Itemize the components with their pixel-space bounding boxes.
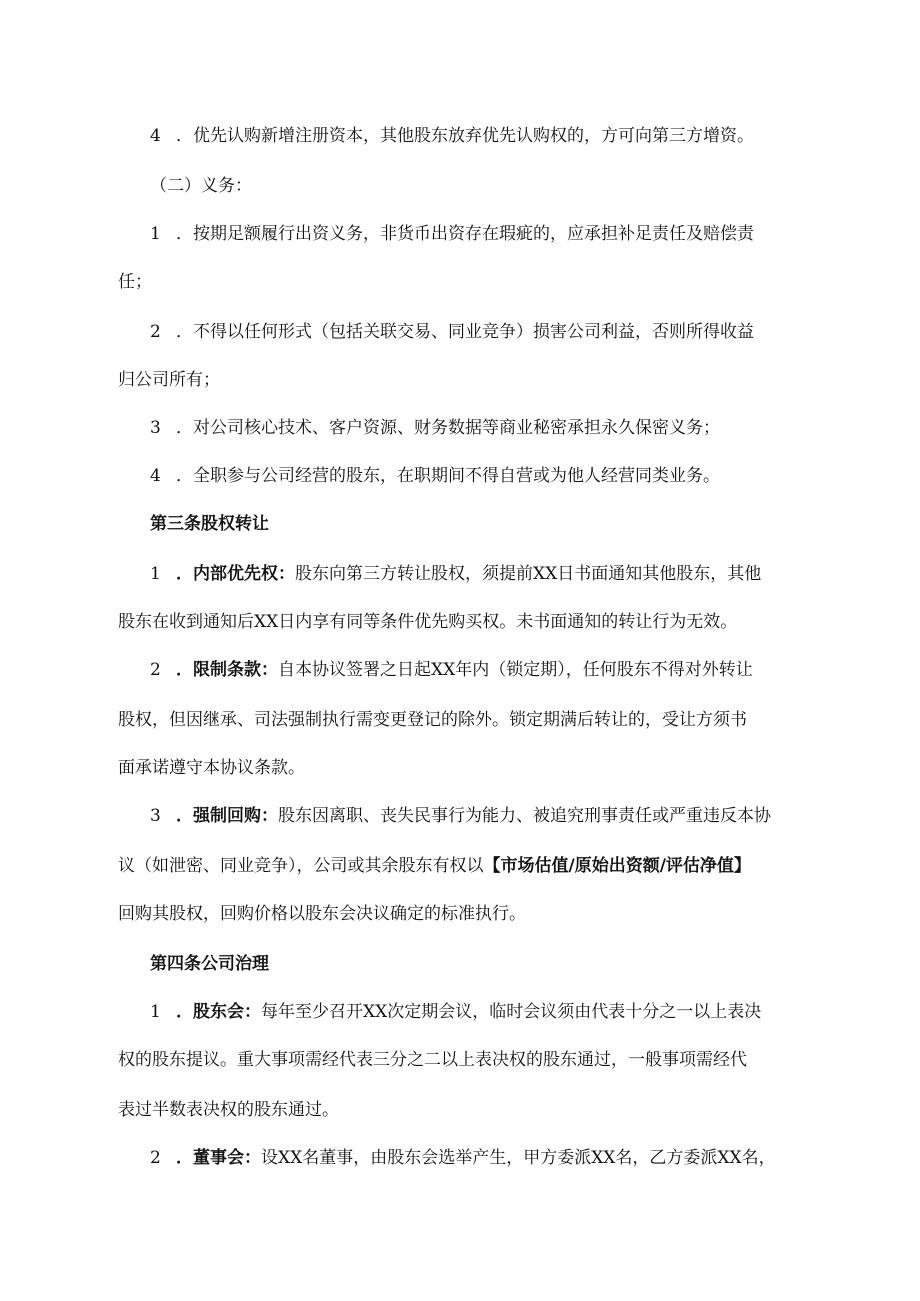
article-3-item-1 [150, 562, 761, 586]
obligation-item-2 [150, 320, 754, 344]
article-3-item-2-cont2: 面承诺遵守本协议条款。 [118, 758, 305, 778]
item-number: 2 [150, 322, 161, 342]
bracket-options: 【市场估值/原始出资额/评估净值】 [483, 856, 751, 876]
item-number: 2 [150, 660, 161, 680]
article-3-title: 第三条股权转让 [150, 514, 269, 534]
item-text: 每年至少召开XX次定期会议，临时会议须由代表十分之一以上表决 [261, 1002, 762, 1022]
item-text: 股东因离职、丧失民事行为能力、被追究刑事责任或严重违反本协 [278, 806, 771, 826]
obligation-item-2-cont: 归公司所有； [118, 370, 220, 390]
item-text: ．不得以任何形式（包括关联交易、同业竞争）损害公司利益，否则所得收益 [176, 322, 754, 342]
item-text: ．优先认购新增注册资本，其他股东放弃优先认购权的，方可向第三方增资。 [176, 126, 754, 146]
article-4-item-1 [150, 1000, 761, 1024]
item-number: 3 [150, 806, 161, 826]
article-3-item-3 [150, 804, 771, 828]
article-3-item-2-cont: 股权，但因继承、司法强制执行需变更登记的除外。锁定期满后转让的，受让方须书 [118, 710, 747, 730]
article-3-item-1-cont: 股东在收到通知后XX日内享有同等条件优先购买权。未书面通知的转让行为无效。 [118, 612, 738, 632]
item-text: ．对公司核心技术、客户资源、财务数据等商业秘密承担永久保密义务； [176, 418, 720, 438]
item-label: ．内部优先权： [176, 564, 295, 584]
item-number: 1 [150, 224, 161, 244]
item-label: ．强制回购： [176, 806, 278, 826]
item-text: 设XX名董事，由股东会选举产生，甲方委派XX名，乙方委派XX名， [261, 1148, 776, 1168]
article-3-item-3-cont2: 回购其股权，回购价格以股东会决议确定的标准执行。 [118, 904, 526, 924]
obligation-item-3 [150, 416, 720, 440]
item-text: ．按期足额履行出资义务，非货币出资存在瑕疵的，应承担补足责任及赔偿责 [176, 224, 754, 244]
article-4-item-1-cont: 权的股东提议。重大事项需经代表三分之二以上表决权的股东通过，一般事项需经代 [118, 1050, 747, 1070]
obligation-item-4 [150, 464, 720, 488]
item-number: 3 [150, 418, 161, 438]
item-number: 1 [150, 564, 161, 584]
article-3-item-2 [150, 658, 753, 682]
obligations-heading: （二）义务： [150, 176, 252, 196]
item-text: 股东向第三方转让股权，须提前XX日书面通知其他股东，其他 [295, 564, 762, 584]
item-text: ．全职参与公司经营的股东，在职期间不得自营或为他人经营同类业务。 [176, 466, 720, 486]
item-label: ．董事会： [176, 1148, 261, 1168]
item-label: ．限制条款： [176, 660, 278, 680]
article-4-item-2 [150, 1146, 776, 1170]
article-4-item-1-cont2: 表过半数表决权的股东通过。 [118, 1100, 339, 1120]
obligation-item-1 [150, 222, 754, 246]
article-3-item-3-cont [118, 854, 751, 878]
item-number: 4 [150, 126, 161, 146]
item-text: 自本协议签署之日起XX年内（锁定期），任何股东不得对外转让 [278, 660, 753, 680]
item-number: 2 [150, 1148, 161, 1168]
item-number: 4 [150, 466, 161, 486]
article-4-title: 第四条公司治理 [150, 954, 269, 974]
item-number: 1 [150, 1002, 161, 1022]
item-text: 议（如泄密、同业竞争），公司或其余股东有权以 [118, 856, 484, 876]
rights-item-4 [150, 124, 754, 148]
obligation-item-1-cont: 任； [118, 272, 152, 292]
item-label: ．股东会： [176, 1002, 261, 1022]
